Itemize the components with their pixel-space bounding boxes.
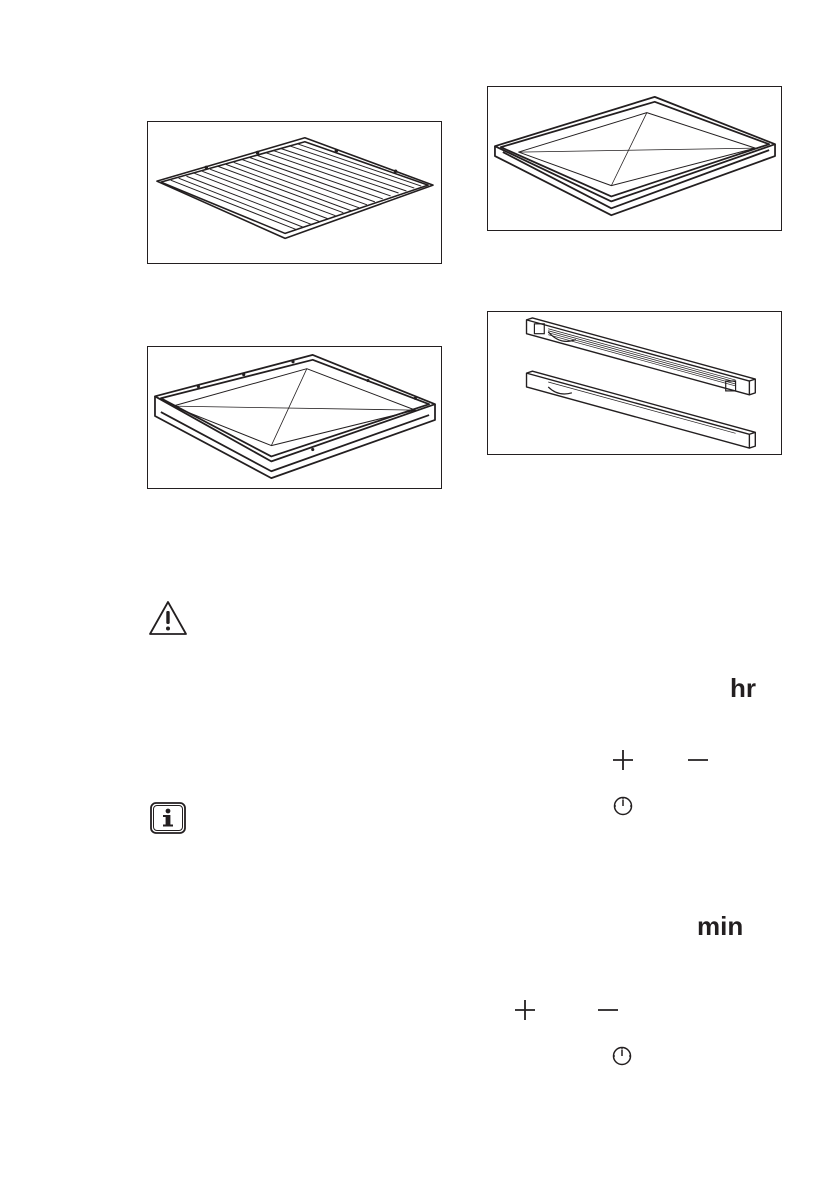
plus-icon: [513, 998, 537, 1022]
wire-shelf-illustration: [148, 122, 441, 263]
deep-pan-illustration: [488, 87, 781, 230]
warning-icon: [148, 600, 188, 636]
clock-icon: [610, 1044, 634, 1068]
baking-tray-figure: [147, 346, 442, 489]
plus-icon: [611, 748, 635, 772]
telescopic-runners-illustration: [488, 312, 781, 454]
telescopic-runners-figure: [487, 311, 782, 455]
wire-shelf-figure: [147, 121, 442, 264]
hours-unit-label: hr: [730, 673, 756, 703]
minutes-unit-label: min: [697, 911, 744, 941]
minus-icon: [596, 998, 620, 1022]
minus-icon: [686, 748, 710, 772]
baking-tray-illustration: [148, 347, 441, 488]
clock-icon: [611, 794, 635, 818]
deep-pan-figure: [487, 86, 782, 231]
info-icon: [150, 802, 186, 834]
